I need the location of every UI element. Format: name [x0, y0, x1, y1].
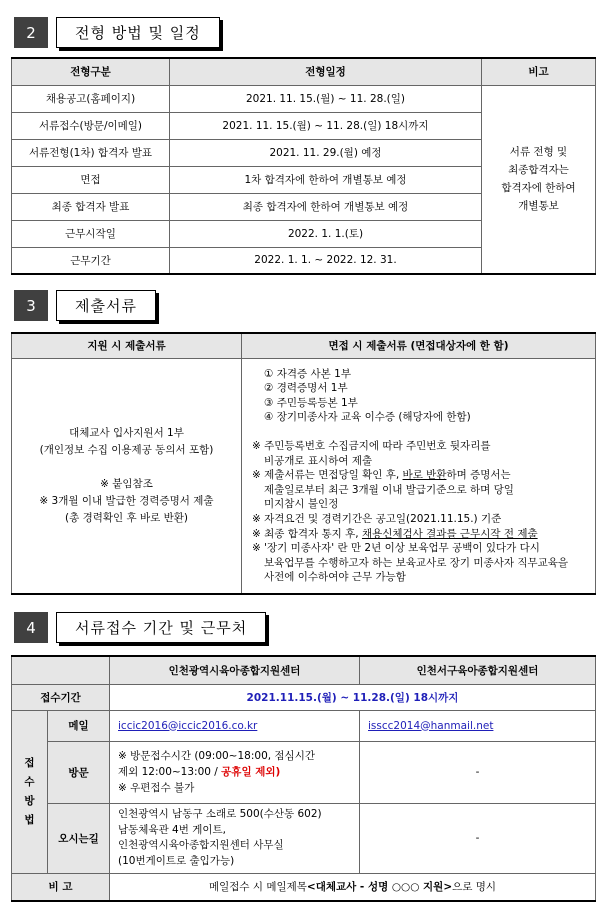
row-value: 최종 합격자에 한하여 개별통보 예정	[170, 193, 482, 220]
row-value: 1차 합격자에 한하여 개별통보 예정	[170, 166, 482, 193]
schedule-note: 서류 전형 및 최종합격자는 합격자에 한하여 개별통보	[482, 85, 596, 274]
section2-header	[14, 17, 220, 48]
remark-value: 메일접수 시 메일제목<대체교사 - 성명 ○○○ 지원>으로 명시	[110, 873, 596, 901]
section4-header	[14, 612, 266, 643]
directions-info-2: -	[360, 803, 596, 873]
section-number: 4	[14, 612, 48, 643]
section-number: 3	[14, 290, 48, 321]
interview-docs-cell: ① 자격증 사본 1부 ② 경력증명서 1부 ③ 주민등록등본 1부 ④ 장기미종사자 교육 이수증 (해당자에 한함) ※ 주민등록번호 수집금지에 따라 주민번호 뒷자리를 비공개로 표시하여 제출 ※ 제출서류는 면접당일 확인 후, 바로 반환하며 증명서는 제출일로부터 최근 3개월 이내 발급기준으로 하며 당일 미지참시 불인정 ※ 자격요건 및 경력기간은 공고일(2021.11.15.) 기준 ※ 최종 합격자 통지 후, 채용신체검사 결과를 근무시작 전 제출 ※ '장기 미종사자' 란 만 2년 이상 보육업무 공백이 있다가 다시 보육업무를 수행하고자 하는 보육교사로 장기 미종사자 직무교육을 사전에 이수하여야 근무 가능함	[242, 358, 596, 594]
submission-table	[11, 655, 596, 902]
header-category: 전형구분	[12, 58, 170, 85]
header-interview-docs: 면접 시 제출서류 (면접대상자에 한 함)	[242, 333, 596, 358]
row-value: 2021. 11. 29.(월) 예정	[170, 139, 482, 166]
section-title: 서류접수 기간 및 근무처	[56, 612, 266, 643]
row-label: 서류전형(1차) 합격자 발표	[12, 139, 170, 166]
header-apply-docs: 지원 시 제출서류	[12, 333, 242, 358]
email-link-1[interactable]: iccic2016@iccic2016.co.kr	[118, 719, 258, 732]
documents-table	[11, 332, 596, 595]
row-label: 근무시작일	[12, 220, 170, 247]
section-number: 2	[14, 17, 48, 48]
row-label: 최종 합격자 발표	[12, 193, 170, 220]
period-label: 접수기간	[12, 684, 110, 710]
directions-label: 오시는길	[48, 803, 110, 873]
period-value: 2021.11.15.(월) ~ 11.28.(일) 18시까지	[110, 684, 596, 710]
section-title: 제출서류	[56, 290, 156, 321]
remark-label: 비 고	[12, 873, 110, 901]
directions-info: 인천광역시 남동구 소래로 500(수산동 602) 남동체육관 4번 게이트, 인천광역시육아종합지원센터 사무실 (10번게이트로 출입가능)	[110, 803, 360, 873]
center2-header: 인천서구육아종합지원센터	[360, 656, 596, 684]
row-label: 서류접수(방문/이메일)	[12, 112, 170, 139]
method-label: 접 수 방 법	[12, 710, 48, 873]
row-value: 2021. 11. 15.(월) ~ 11. 28.(일)	[170, 85, 482, 112]
apply-docs-cell: 대체교사 입사지원서 1부 (개인정보 수집 이용제공 동의서 포함) ※ 붙임참조 ※ 3개월 이내 발급한 경력증명서 제출 (총 경력확인 후 바로 반환)	[12, 358, 242, 594]
center1-header: 인천광역시육아종합지원센터	[110, 656, 360, 684]
row-value: 2022. 1. 1.(토)	[170, 220, 482, 247]
email-label: 메일	[48, 710, 110, 741]
row-label: 면접	[12, 166, 170, 193]
email-link-2[interactable]: isscc2014@hanmail.net	[368, 719, 494, 732]
visit-info: ※ 방문접수시간 (09:00~18:00, 점심시간 제외 12:00~13:00 / 공휴일 제외) ※ 우편접수 불가	[110, 741, 360, 803]
row-value: 2021. 11. 15.(월) ~ 11. 28.(일) 18시까지	[170, 112, 482, 139]
section3-header	[14, 290, 156, 321]
header-note: 비고	[482, 58, 596, 85]
row-label: 채용공고(홈페이지)	[12, 85, 170, 112]
header-schedule: 전형일정	[170, 58, 482, 85]
row-label: 근무기간	[12, 247, 170, 274]
visit-label: 방문	[48, 741, 110, 803]
visit-info-2: -	[360, 741, 596, 803]
section-title: 전형 방법 및 일정	[56, 17, 220, 48]
schedule-table	[11, 57, 596, 275]
row-value: 2022. 1. 1. ~ 2022. 12. 31.	[170, 247, 482, 274]
